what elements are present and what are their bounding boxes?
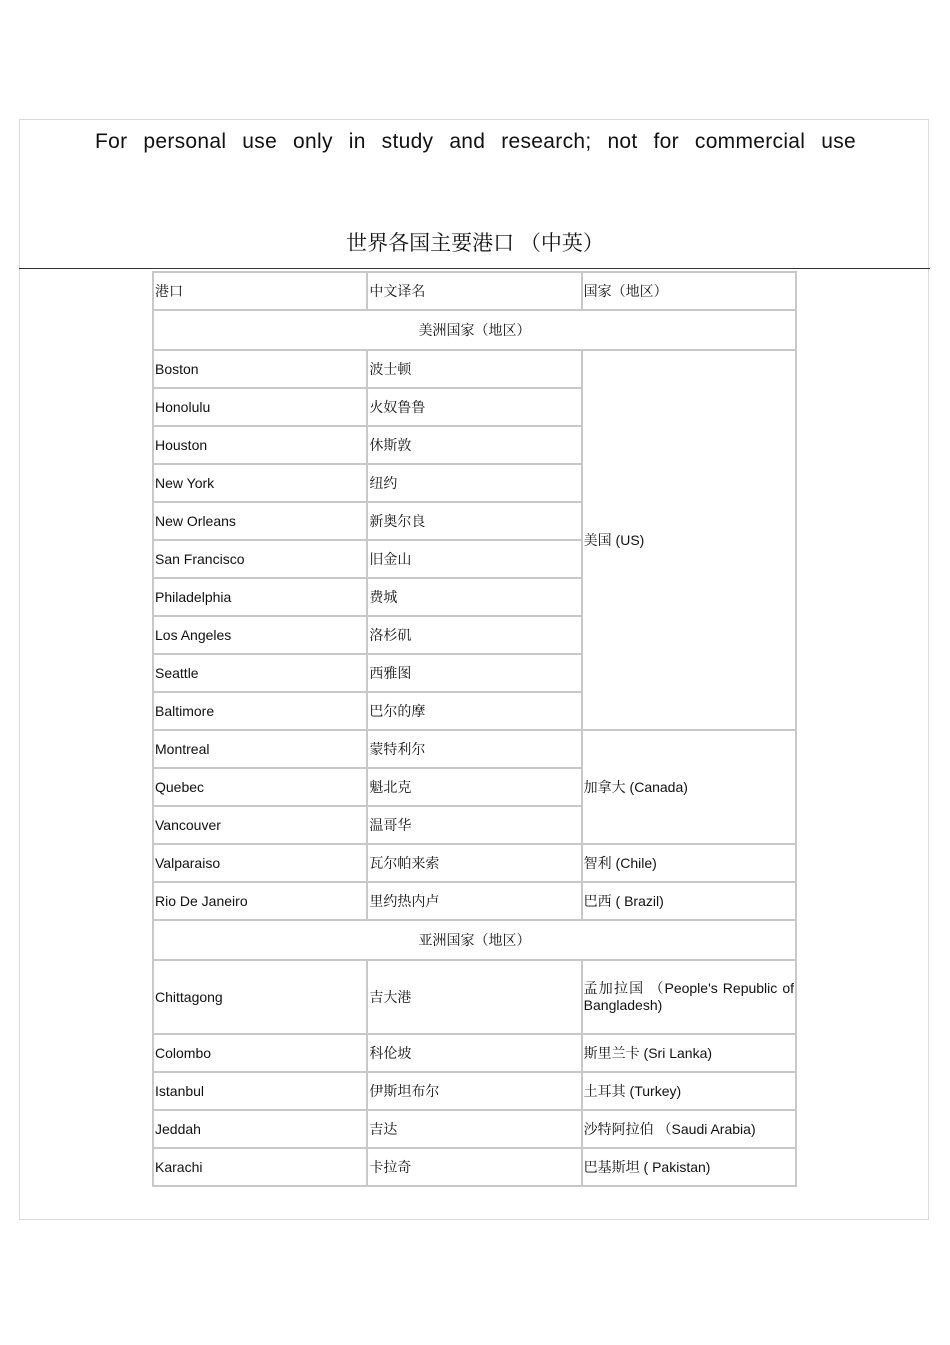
port-en: Karachi — [153, 1148, 367, 1186]
port-zh: 新奥尔良 — [367, 502, 581, 540]
header-chinese-name: 中文译名 — [367, 272, 581, 310]
country-us: 美国 (US) — [582, 350, 796, 730]
port-en: Colombo — [153, 1034, 367, 1072]
port-en: San Francisco — [153, 540, 367, 578]
port-zh: 温哥华 — [367, 806, 581, 844]
port-en: Montreal — [153, 730, 367, 768]
table-row — [153, 1148, 796, 1186]
country-bangladesh: 孟加拉国 （People's Republic of Bangladesh) — [582, 960, 796, 1034]
port-en: Valparaiso — [153, 844, 367, 882]
port-zh: 旧金山 — [367, 540, 581, 578]
country-pakistan: 巴基斯坦 ( Pakistan) — [582, 1148, 796, 1186]
country-canada: 加拿大 (Canada) — [582, 730, 796, 844]
port-en: Quebec — [153, 768, 367, 806]
page-title: 世界各国主要港口 （中英） — [346, 232, 604, 255]
table-row — [153, 1110, 796, 1148]
table-row — [153, 844, 796, 882]
region-row — [153, 310, 796, 350]
port-zh: 魁北克 — [367, 768, 581, 806]
port-en: Rio De Janeiro — [153, 882, 367, 920]
region-asia: 亚洲国家（地区） — [153, 920, 796, 960]
port-en: Istanbul — [153, 1072, 367, 1110]
region-row — [153, 920, 796, 960]
port-zh: 火奴鲁鲁 — [367, 388, 581, 426]
port-zh: 洛杉矶 — [367, 616, 581, 654]
country-turkey: 土耳其 (Turkey) — [582, 1072, 796, 1110]
port-zh: 费城 — [367, 578, 581, 616]
table-row — [153, 882, 796, 920]
port-en: Jeddah — [153, 1110, 367, 1148]
port-zh: 科伦坡 — [367, 1034, 581, 1072]
port-zh: 伊斯坦布尔 — [367, 1072, 581, 1110]
country-saudi-arabia: 沙特阿拉伯 （Saudi Arabia) — [582, 1110, 796, 1148]
table-row — [153, 960, 796, 1034]
country-sri-lanka: 斯里兰卡 (Sri Lanka) — [582, 1034, 796, 1072]
port-zh: 巴尔的摩 — [367, 692, 581, 730]
port-zh: 波士顿 — [367, 350, 581, 388]
table-row — [153, 730, 796, 768]
header-port: 港口 — [153, 272, 367, 310]
country-brazil: 巴西 ( Brazil) — [582, 882, 796, 920]
region-americas: 美洲国家（地区） — [153, 310, 796, 350]
port-zh: 纽约 — [367, 464, 581, 502]
port-en: Chittagong — [153, 960, 367, 1034]
port-zh: 蒙特利尔 — [367, 730, 581, 768]
port-zh: 吉大港 — [367, 960, 581, 1034]
port-en: Los Angeles — [153, 616, 367, 654]
port-en: New Orleans — [153, 502, 367, 540]
header-country: 国家（地区） — [582, 272, 796, 310]
port-en: Baltimore — [153, 692, 367, 730]
usage-notice: For personal use only in study and research; not for commercial use — [95, 130, 856, 153]
port-zh: 休斯敦 — [367, 426, 581, 464]
port-zh: 吉达 — [367, 1110, 581, 1148]
port-en: Seattle — [153, 654, 367, 692]
port-zh: 瓦尔帕来索 — [367, 844, 581, 882]
table-row — [153, 1034, 796, 1072]
ports-table — [152, 271, 797, 1187]
table-row — [153, 1072, 796, 1110]
port-en: Houston — [153, 426, 367, 464]
port-en: New York — [153, 464, 367, 502]
port-en: Boston — [153, 350, 367, 388]
port-en: Vancouver — [153, 806, 367, 844]
title-divider — [19, 268, 930, 269]
country-chile: 智利 (Chile) — [582, 844, 796, 882]
port-en: Philadelphia — [153, 578, 367, 616]
port-zh: 卡拉奇 — [367, 1148, 581, 1186]
header-row — [153, 272, 796, 310]
port-zh: 里约热内卢 — [367, 882, 581, 920]
port-zh: 西雅图 — [367, 654, 581, 692]
table-row — [153, 350, 796, 388]
port-en: Honolulu — [153, 388, 367, 426]
